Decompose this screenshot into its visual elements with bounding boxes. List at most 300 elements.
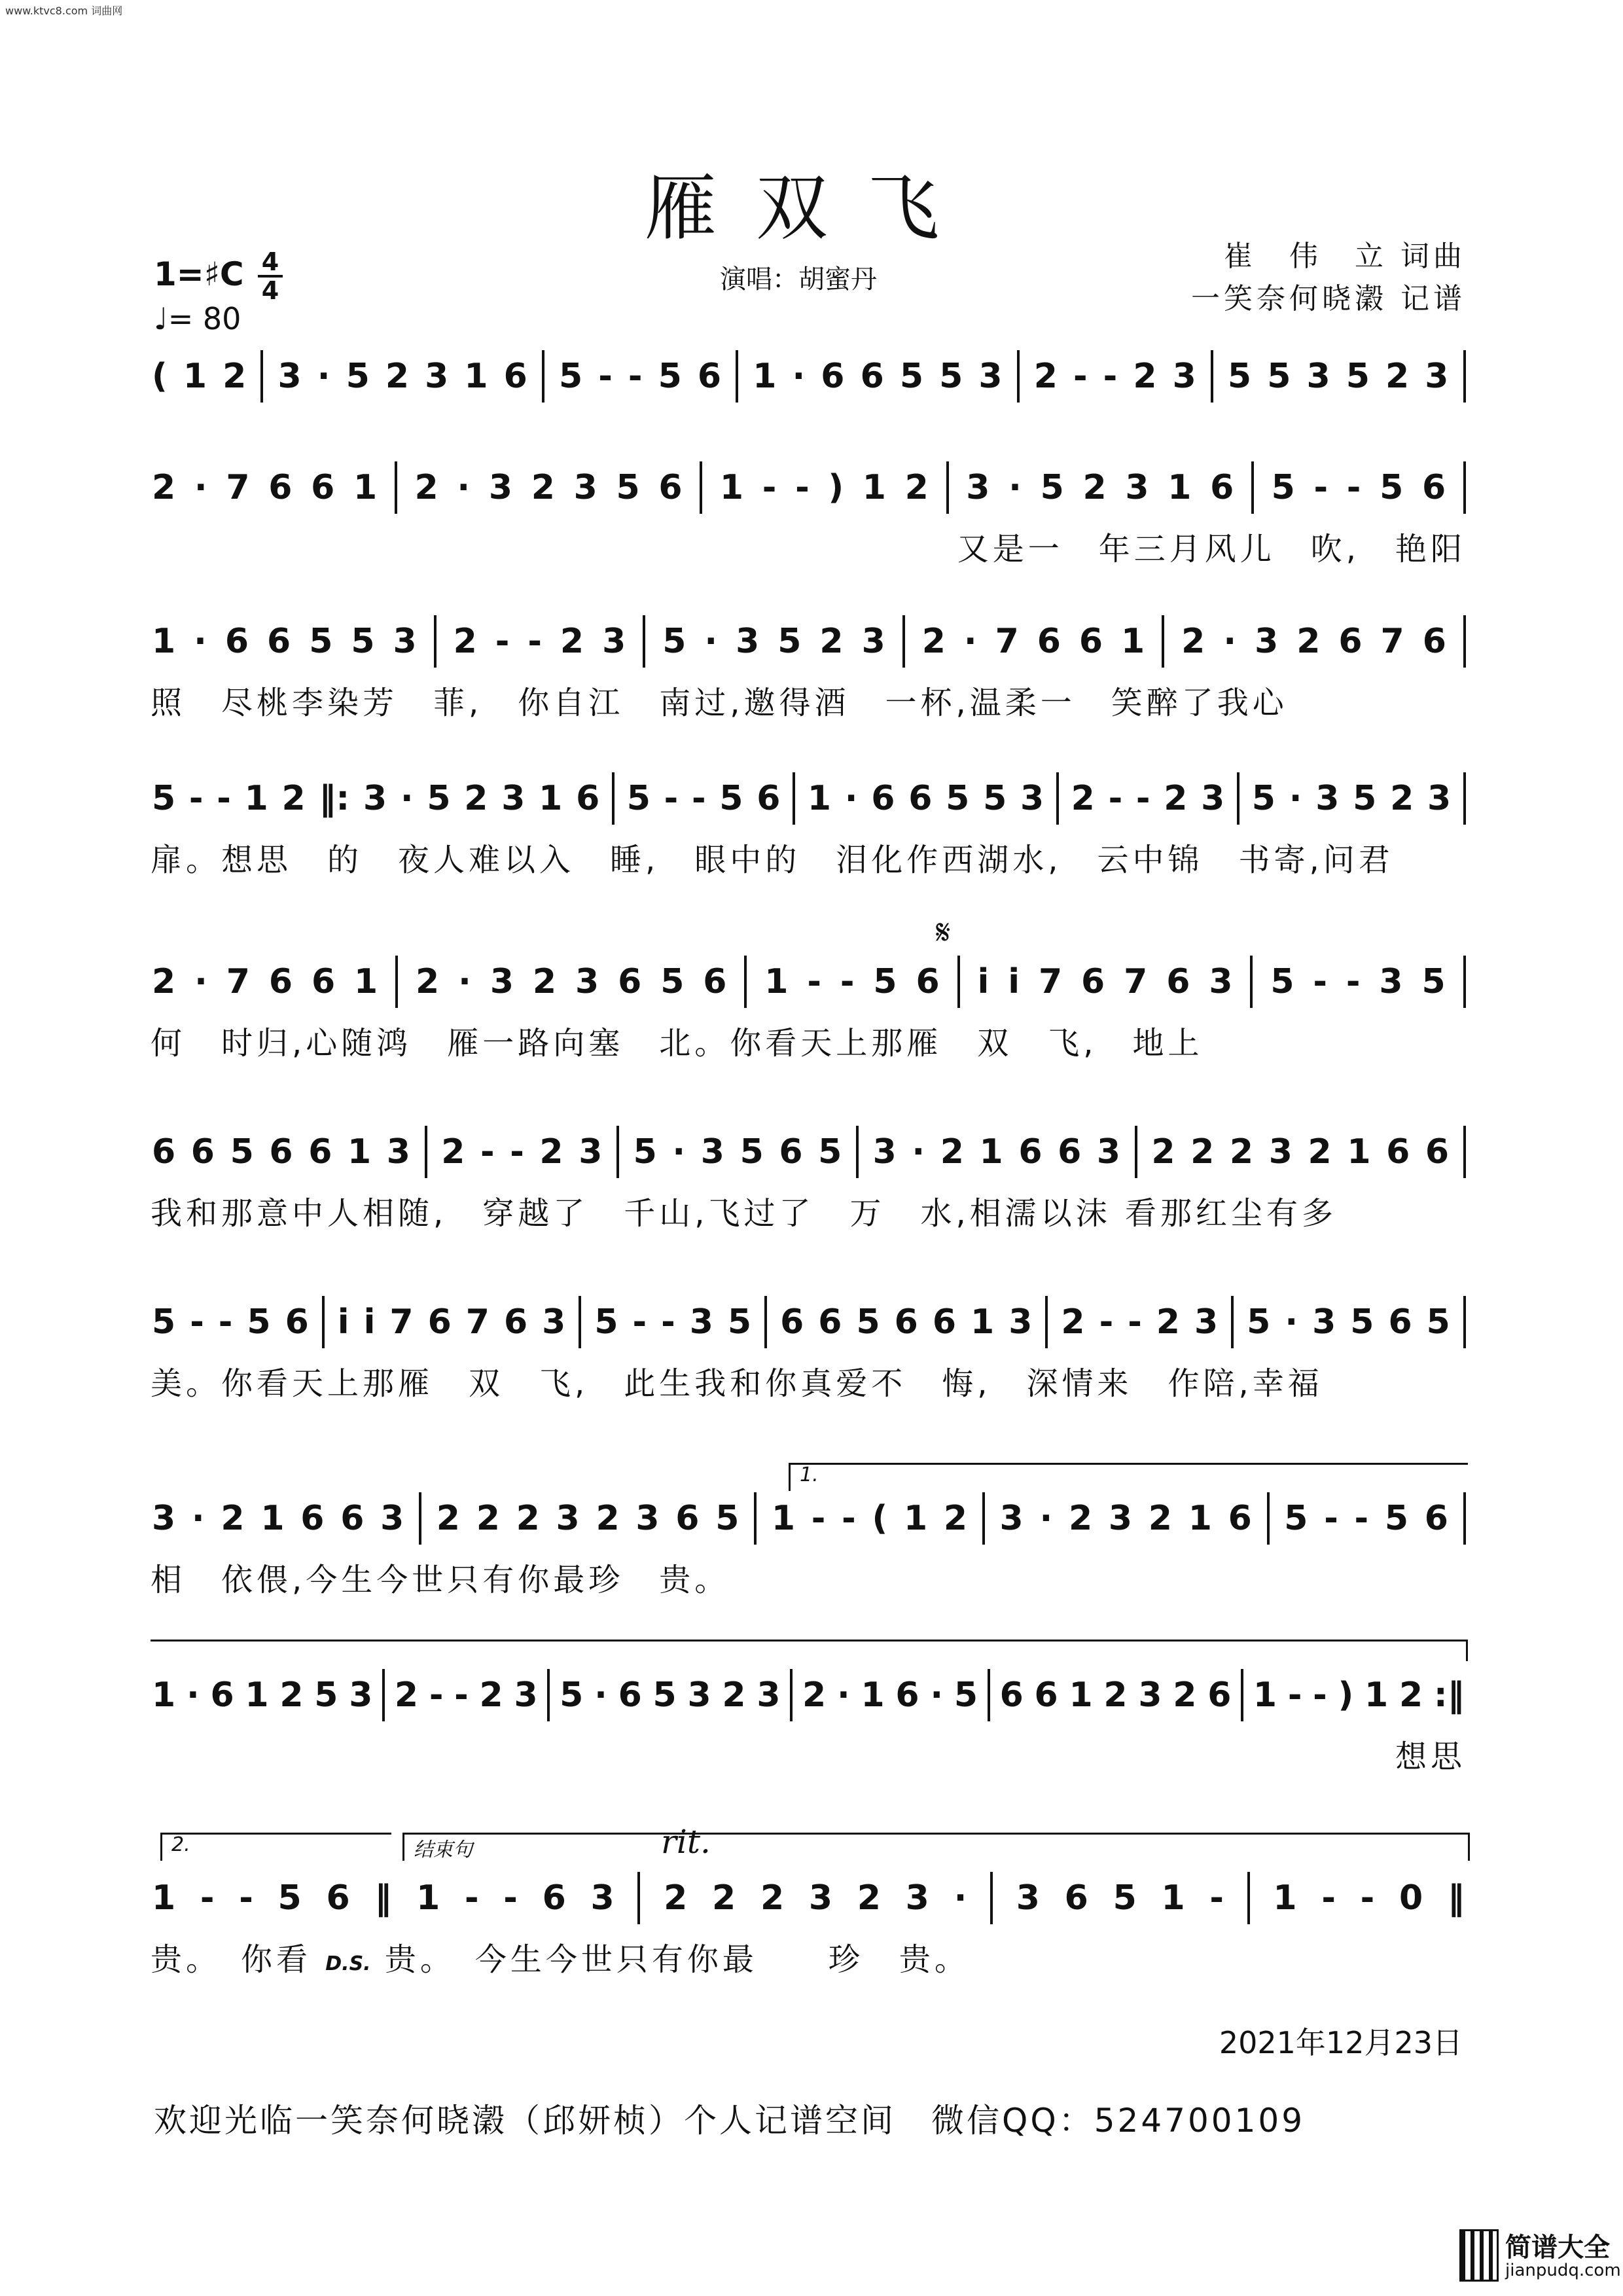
note-token: 6 (269, 1132, 293, 1172)
score-row-4 (151, 769, 1466, 878)
note-token: 6 (311, 962, 336, 1001)
note-token: 3 (542, 1302, 566, 1342)
note-token: - (217, 779, 231, 818)
bar-line (1267, 1492, 1270, 1545)
segno-mark: 𝄋 (936, 913, 951, 952)
note-token: 2 (531, 468, 555, 507)
bar-line (579, 1296, 581, 1348)
note-token: 5 (715, 1499, 740, 1538)
note-token: 2 (857, 1878, 881, 1918)
note-token: · (954, 1878, 967, 1918)
note-token: 3 (1315, 779, 1340, 818)
note-token: 6 (1425, 1132, 1450, 1172)
note-token: 2 (1103, 1676, 1128, 1715)
page-title: 雁双飞 (645, 166, 978, 250)
note-token: 3 (1427, 779, 1452, 818)
note-token: 3 (808, 1878, 833, 1918)
lyrics-line: 又是一 年三月风儿 吹, 艳阳 (957, 531, 1466, 567)
note-token: 5 (1426, 1302, 1450, 1342)
note-token: 2 (476, 1499, 500, 1538)
date-stamp: 2021年12月23日 (1219, 2025, 1463, 2060)
note-token: 3 (872, 1132, 897, 1172)
key-label: 1= (154, 255, 204, 293)
note-token: 3 (999, 1499, 1024, 1538)
ritardando-mark: rit. (661, 1823, 711, 1861)
note-token: - (664, 779, 679, 818)
note-token: 3 (575, 962, 599, 1001)
bar-line (1017, 350, 1020, 403)
note-token: 5 (626, 779, 651, 818)
note-token: - (1324, 1499, 1338, 1538)
note-token: 5 (1251, 779, 1275, 818)
note-token: 2 (1082, 468, 1107, 507)
notation-line (151, 1666, 1466, 1725)
note-token: 6 (618, 1676, 642, 1715)
note-token: - (1313, 468, 1329, 507)
bar-line (1211, 350, 1213, 403)
bar-line (434, 615, 437, 668)
note-token: · (672, 1132, 686, 1172)
note-token: 3 (635, 1499, 660, 1538)
note-token: 0 (1399, 1878, 1423, 1918)
note-token: 2 (1156, 1302, 1180, 1342)
note-token: - (840, 962, 855, 1001)
note-token: i (1008, 962, 1020, 1001)
note-token: 3 (425, 357, 449, 396)
note-token: 1 (753, 357, 777, 396)
lyrics-line: 想思 (1395, 1738, 1466, 1775)
meter-top: 4 (261, 247, 279, 276)
bar-line (1463, 1126, 1466, 1178)
meter-bottom: 4 (261, 276, 279, 305)
note-token: 2 (819, 622, 844, 661)
note-token: 5 (616, 468, 640, 507)
note-token: 2 (1296, 622, 1321, 661)
note-token: 1 (1161, 1878, 1185, 1918)
bar-line (1162, 615, 1164, 668)
note-token: · (1289, 779, 1302, 818)
time-signature (257, 249, 283, 304)
note-token: - (811, 1499, 826, 1538)
note-token: 3 (978, 357, 1003, 396)
note-token: - (1108, 779, 1123, 818)
note-token: 3 (1255, 622, 1279, 661)
note-token: 5 (1267, 357, 1291, 396)
bar-line (419, 1492, 421, 1545)
note-token: 3 (602, 622, 626, 661)
note-token: 7 (1380, 622, 1404, 661)
note-token: 1 (1121, 622, 1145, 661)
note-token: - (842, 1499, 856, 1538)
note-token: 3 (573, 468, 597, 507)
note-token: - (1099, 1302, 1114, 1342)
lyrics-line: 扉。想思 的 夜人难以入 睡, 眼中的 泪化作西湖水, 云中锦 书寄,问君 (151, 842, 1394, 878)
note-token: 3 (1306, 357, 1330, 396)
note-token: 1 (1273, 1878, 1297, 1918)
bar-line (1056, 772, 1059, 825)
lyrics-line: 我和那意中人相随, 穿越了 千山,飞过了 万 水,相濡以沫 看那红尘有多 (151, 1195, 1338, 1232)
note-token: 6 (916, 962, 940, 1001)
bar-line (902, 615, 905, 668)
note-token: 3 (966, 468, 990, 507)
note-token: 2 (1308, 1132, 1332, 1172)
note-token: 5 (873, 962, 897, 1001)
note-token: 6 (1034, 1676, 1058, 1715)
bar-line (856, 1126, 859, 1178)
note-token: 1 (347, 1132, 372, 1172)
note-token: 5 (1346, 357, 1370, 396)
note-token: 2 (943, 1499, 968, 1538)
note-token: 3 (1108, 1499, 1133, 1538)
note-token: 6 (894, 1302, 918, 1342)
note-token: 6 (1064, 1878, 1088, 1918)
note-token: 6 (1421, 468, 1446, 507)
note-token: 1 (1253, 1676, 1277, 1715)
note-token: 2 (1148, 1499, 1172, 1538)
notation-line (151, 952, 1466, 1011)
note-token: 2 (1033, 357, 1058, 396)
note-token: 5 (652, 1676, 677, 1715)
note-token: 5 (1040, 468, 1064, 507)
note-token: 2 (722, 1676, 746, 1715)
note-token: 1 (771, 1499, 796, 1538)
logo-url: jianpudq.com (1505, 2261, 1621, 2280)
note-token: 5 (662, 622, 687, 661)
bar-line (957, 956, 960, 1008)
note-token: 1 (152, 1676, 176, 1715)
notation-line (151, 347, 1466, 406)
note-token: 6 (190, 1132, 215, 1172)
note-token: · (457, 468, 471, 507)
bar-line (260, 350, 263, 403)
note-token: - (1103, 357, 1118, 396)
score-row-3 (151, 612, 1466, 721)
note-token: ‖ (1447, 1878, 1465, 1918)
bar-line (736, 350, 738, 403)
note-token: 2 (560, 622, 584, 661)
note-token: 6 (1079, 622, 1103, 661)
note-token: - (527, 622, 542, 661)
note-token: 2 (279, 1676, 304, 1715)
note-token: - (190, 1302, 204, 1342)
lyrics-segment-2: 贵。 今生今世只有你最 珍 贵。 (384, 1941, 970, 1978)
bar-line (1231, 1296, 1234, 1348)
note-token: 5 (1113, 1878, 1137, 1918)
bar-line (988, 1669, 990, 1721)
note-token: - (503, 1878, 518, 1918)
lyrics-line: 何 时归,心随鸿 雁一路向塞 北。你看天上那雁 双 飞, 地上 (151, 1025, 1204, 1062)
score-row-10 (151, 1869, 1466, 1978)
note-token: - (1360, 1878, 1375, 1918)
note-token: 5 (856, 1302, 880, 1342)
note-token: i (363, 1302, 376, 1342)
note-token: 5 (277, 1878, 302, 1918)
note-token: 2 (904, 468, 929, 507)
note-token: 2 (1181, 622, 1205, 661)
note-token: - (1313, 962, 1327, 1001)
note-token: 2 (479, 1676, 503, 1715)
note-token: 6 (1081, 962, 1105, 1001)
notation-line (151, 769, 1466, 828)
note-token: 2 (453, 622, 477, 661)
bar-line (1463, 956, 1466, 1008)
note-token: 1 (260, 1499, 285, 1538)
note-token: 3 (689, 1302, 713, 1342)
note-token: · (792, 357, 806, 396)
volta-2-label: 2. (171, 1833, 190, 1856)
ds-mark: D.S. (325, 1952, 371, 1975)
bar-line (547, 1669, 550, 1721)
note-token: 3 (757, 1676, 781, 1715)
note-token: 1 (1347, 1132, 1371, 1172)
note-token: · (1223, 622, 1237, 661)
note-token: 5 (1380, 468, 1404, 507)
bar-line (643, 615, 645, 668)
note-token: 3 (349, 1676, 373, 1715)
note-token: 5 (427, 779, 451, 818)
note-token: 3 (1209, 962, 1233, 1001)
note-token: 2 (539, 1132, 563, 1172)
lyrics-line: 照 尽桃李染芳 菲, 你自江 南过,邀得酒 一杯,温柔一 笑醉了我心 (151, 685, 1288, 721)
note-token: ) (828, 468, 844, 507)
transcriber-credit: 一笑奈何晓瀔 记谱 (1191, 282, 1466, 315)
bar-line (1247, 1872, 1250, 1924)
note-token: 1 (1364, 1676, 1389, 1715)
note-token: 1 (353, 468, 378, 507)
note-token: ) (1338, 1676, 1354, 1715)
note-token: 7 (226, 468, 250, 507)
note-token: 2 (416, 962, 440, 1001)
note-token: 5 (351, 622, 375, 661)
score-row-8 (151, 1489, 1466, 1598)
note-token: 6 (268, 962, 293, 1001)
note-token: 2 (596, 1499, 620, 1538)
note-token: - (1354, 1499, 1369, 1538)
note-token: 3 (1312, 1302, 1336, 1342)
note-token: · (317, 357, 330, 396)
note-token: - (807, 962, 821, 1001)
note-token: 5 (658, 357, 682, 396)
note-token: 7 (226, 962, 250, 1001)
note-token: 2 (223, 357, 247, 396)
note-token: 5 (314, 1676, 338, 1715)
note-token: - (762, 468, 777, 507)
note-token: - (598, 357, 613, 396)
note-token: 2 (1071, 779, 1095, 818)
note-token: 5 (309, 622, 333, 661)
note-token: 7 (1124, 962, 1148, 1001)
note-token: 3 (393, 622, 417, 661)
note-token: · (191, 1499, 205, 1538)
note-token: · (930, 1676, 944, 1715)
note-token: 2 (464, 779, 488, 818)
bar-line (425, 1126, 427, 1178)
composer-credit: 崔 伟 立 词曲 (1224, 240, 1466, 273)
notation-line (151, 1293, 1466, 1352)
note-token: 6 (308, 1132, 332, 1172)
note-token: 5 (777, 622, 802, 661)
note-token: · (844, 779, 858, 818)
bar-line (637, 1872, 640, 1924)
note-token: · (704, 622, 718, 661)
bar-line (790, 1669, 793, 1721)
note-token: 6 (503, 357, 527, 396)
note-token: · (912, 1132, 925, 1172)
note-token: ‖: (319, 779, 350, 818)
note-token: 2 (152, 468, 176, 507)
note-token: 2 (1173, 1676, 1197, 1715)
ending-label: 结束句 (414, 1839, 473, 1861)
note-token: 2 (1151, 1132, 1175, 1172)
note-token: 1 (416, 1878, 440, 1918)
note-token: 2 (1068, 1499, 1093, 1538)
note-token: 3 (1008, 1302, 1033, 1342)
note-token: 6 (779, 1132, 803, 1172)
note-token: - (218, 1302, 233, 1342)
note-token: 5 (346, 357, 370, 396)
bar-line (1463, 350, 1466, 403)
note-token: 6 (503, 1302, 528, 1342)
note-token: 7 (465, 1302, 490, 1342)
note-token: - (795, 468, 810, 507)
key-value: ♯C (204, 255, 244, 293)
bar-line (1250, 956, 1253, 1008)
note-token: 3 (363, 779, 387, 818)
note-token: 6 (618, 962, 642, 1001)
note-token: 6 (908, 779, 933, 818)
score-row-1 (151, 347, 1466, 406)
note-token: 5 (152, 779, 176, 818)
note-token: 6 (340, 1499, 365, 1538)
note-token: 5 (1271, 468, 1295, 507)
note-token: - (1209, 1878, 1224, 1918)
note-token: 3 (488, 468, 513, 507)
note-token: 3 (501, 779, 526, 818)
note-token: 2 (712, 1878, 736, 1918)
note-token: 2 (921, 622, 946, 661)
note-token: 3 (1125, 468, 1149, 507)
note-token: - (200, 1878, 215, 1918)
score-row-5 (151, 952, 1466, 1062)
note-token: 6 (152, 1132, 176, 1172)
bar-line (1463, 615, 1466, 668)
note-token: 2 (152, 962, 176, 1001)
notation-line (151, 1122, 1466, 1181)
note-token: 5 (560, 1676, 584, 1715)
bar-line (1241, 1669, 1243, 1721)
note-token: 6 (780, 1302, 804, 1342)
note-token: 5 (152, 1302, 176, 1342)
note-token: 3 (905, 1878, 929, 1918)
note-token: - (454, 1676, 469, 1715)
note-token: 6 (757, 779, 781, 818)
note-token: 3 (700, 1132, 724, 1172)
bar-line (764, 1296, 767, 1348)
bar-line (793, 772, 795, 825)
note-token: 1 (979, 1132, 1003, 1172)
note-token: · (1039, 1499, 1053, 1538)
note-token: 1 (152, 1878, 176, 1918)
score-row-7 (151, 1293, 1466, 1402)
note-token: 6 (1422, 622, 1446, 661)
note-token: · (186, 1676, 200, 1715)
note-token: · (836, 1676, 850, 1715)
volta-continuation (151, 1640, 1468, 1661)
note-token: 5 (1284, 1499, 1308, 1538)
note-token: · (194, 468, 207, 507)
note-token: ( (152, 357, 168, 396)
note-token: 2 (1164, 779, 1188, 818)
bar-line (1135, 1126, 1137, 1178)
note-token: 6 (267, 622, 291, 661)
note-token: 6 (427, 1302, 452, 1342)
note-token: 1 (764, 962, 789, 1001)
note-token: - (1135, 779, 1150, 818)
site-mark: www.ktvc8.com 词曲网 (5, 5, 123, 17)
note-token: 6 (224, 622, 249, 661)
note-token: - (429, 1676, 444, 1715)
note-token: 3 (1379, 962, 1403, 1001)
note-token: - (510, 1132, 524, 1172)
bar-line (754, 1492, 757, 1545)
note-token: 1 (1188, 1499, 1212, 1538)
note-token: 6 (818, 1302, 842, 1342)
note-token: 2 (1399, 1676, 1423, 1715)
note-token: - (632, 1302, 647, 1342)
note-token: 2 (940, 1132, 964, 1172)
singer-credit: 演唱：胡蜜丹 (720, 264, 877, 295)
note-token: 6 (895, 1676, 919, 1715)
note-token: 2 (436, 1499, 460, 1538)
note-token: - (1128, 1302, 1142, 1342)
note-token: 2 (802, 1676, 827, 1715)
note-token: i (337, 1302, 349, 1342)
note-token: 2 (516, 1499, 540, 1538)
note-token: - (1321, 1878, 1336, 1918)
note-token: 2 (760, 1878, 785, 1918)
note-token: 3 (861, 622, 885, 661)
note-token: 5 (594, 1302, 618, 1342)
note-token: - (480, 1132, 495, 1172)
note-token: 3 (1020, 779, 1044, 818)
note-token: :‖ (1433, 1676, 1465, 1715)
note-token: · (963, 622, 977, 661)
note-token: 1 (152, 622, 176, 661)
note-token: - (1346, 962, 1361, 1001)
note-token: 1 (244, 779, 268, 818)
note-token: 2 (385, 357, 410, 396)
note-token: 2 (414, 468, 438, 507)
note-token: 6 (697, 357, 722, 396)
lyrics-line: 相 依偎,今生今世只有你最珍 贵。 (151, 1562, 730, 1598)
note-token: i (977, 962, 990, 1001)
note-token: 1 (1069, 1676, 1093, 1715)
score-row-9 (151, 1666, 1466, 1775)
note-token: 5 (1421, 962, 1446, 1001)
note-token: 3 (590, 1878, 615, 1918)
note-token: 6 (326, 1878, 350, 1918)
note-token: 6 (300, 1499, 325, 1538)
note-token: 5 (727, 1302, 752, 1342)
tempo-mark: ♩= 80 (154, 301, 241, 336)
bar-line (744, 956, 747, 1008)
note-token: - (1073, 357, 1088, 396)
note-token: - (661, 1302, 675, 1342)
bar-line (1463, 772, 1466, 825)
note-token: 1 (245, 1676, 269, 1715)
bar-line (612, 772, 615, 825)
note-token: 7 (995, 622, 1019, 661)
